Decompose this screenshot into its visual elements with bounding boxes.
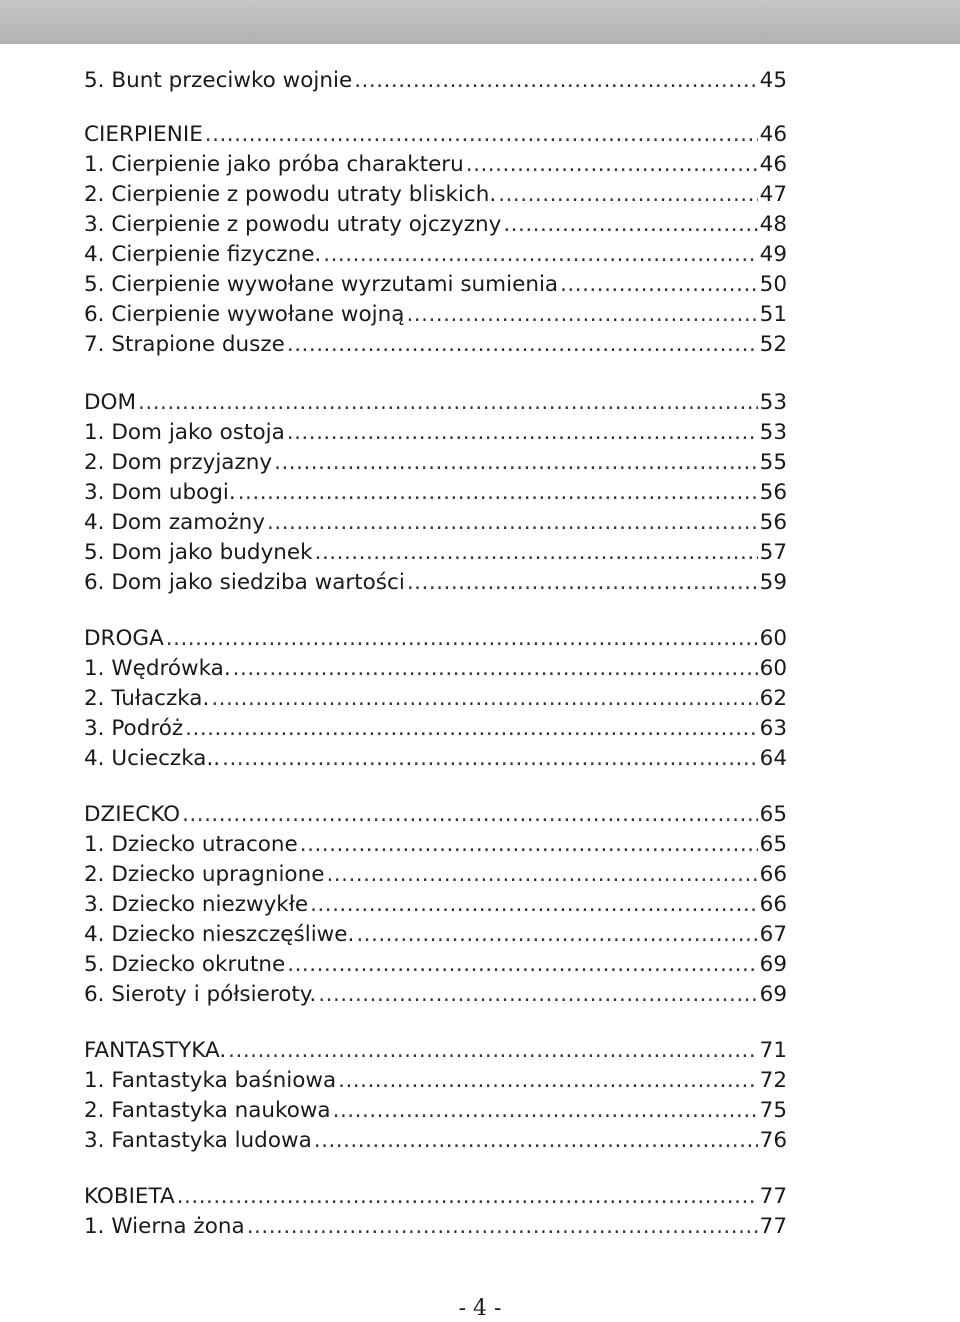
toc-entry	[84, 890, 787, 920]
toc-heading-page: 71	[759, 1038, 787, 1063]
toc-heading-title: DROGA	[84, 626, 164, 651]
dot-leader	[560, 270, 758, 300]
toc-entry	[84, 210, 787, 240]
toc-entry	[84, 240, 787, 270]
toc-entry-title: 1. Fantastyka baśniowa	[84, 1068, 337, 1093]
toc-entry	[84, 150, 787, 180]
toc-entry-title: 5. Bunt przeciwko wojnie	[84, 68, 353, 93]
toc-entry	[84, 744, 787, 774]
toc-heading-page: 60	[759, 626, 787, 651]
dot-leader	[503, 210, 757, 240]
toc-heading-page: 46	[759, 122, 787, 147]
toc-entry-title: 6. Dom jako siedziba wartości	[84, 570, 405, 595]
toc-entry-title: 3. Podróż	[84, 716, 184, 741]
dot-leader	[177, 1182, 758, 1212]
dot-leader	[323, 240, 757, 270]
toc-heading-title: KOBIETA	[84, 1184, 175, 1209]
toc-heading-page: 65	[759, 802, 787, 827]
dot-leader	[333, 1096, 758, 1126]
toc-entry	[84, 654, 787, 684]
toc-entry-title: 1. Dom jako ostoja	[84, 420, 285, 445]
toc-entry-page: 62	[759, 686, 787, 711]
dot-leader	[185, 714, 757, 744]
dot-leader	[287, 418, 758, 448]
toc-entry-page: 76	[759, 1128, 787, 1153]
toc-section-heading	[84, 388, 787, 418]
dot-leader	[222, 744, 758, 774]
toc-entry	[84, 1066, 787, 1096]
toc-entry-title: 4. Dziecko nieszczęśliwe.	[84, 922, 355, 947]
toc-entry-page: 52	[759, 332, 787, 357]
toc-entry-title: 7. Strapione dusze	[84, 332, 285, 357]
toc-entry-page: 60	[759, 656, 787, 681]
toc-entry-title: 2. Tułaczka.	[84, 686, 210, 711]
dot-leader	[238, 478, 758, 508]
toc-entry	[84, 568, 787, 598]
toc-entry-title: 2. Dziecko upragnione	[84, 862, 325, 887]
dot-leader	[310, 890, 758, 920]
toc-section-heading	[84, 624, 787, 654]
toc-entry	[84, 980, 787, 1010]
dot-leader	[354, 66, 757, 96]
toc-heading-title: CIERPIENIE	[84, 122, 203, 147]
toc-heading-title: FANTASTYKA.	[84, 1038, 227, 1063]
toc-heading-title: DOM	[84, 390, 137, 415]
toc-entry-page: 64	[759, 746, 787, 771]
dot-leader	[287, 330, 758, 360]
toc-entry-title: 2. Dom przyjazny	[84, 450, 273, 475]
page-number: - 4 -	[458, 1296, 502, 1321]
toc-entry-page: 77	[759, 1214, 787, 1239]
toc-entry-page: 75	[759, 1098, 787, 1123]
toc-entry-title: 5. Dom jako budynek	[84, 540, 313, 565]
toc-heading-title: DZIECKO	[84, 802, 181, 827]
toc-entry-title: 2. Fantastyka naukowa	[84, 1098, 331, 1123]
dot-leader	[228, 1036, 757, 1066]
toc-entry	[84, 300, 787, 330]
toc-entry	[84, 1126, 787, 1156]
toc-entry-page: 46	[759, 152, 787, 177]
toc-entry-title: 1. Dziecko utracone	[84, 832, 298, 857]
toc-entry	[84, 180, 787, 210]
toc-entry-title: 3. Cierpienie z powodu utraty ojczyzny	[84, 212, 502, 237]
toc-heading-page: 53	[759, 390, 787, 415]
toc-entry-page: 51	[759, 302, 787, 327]
toc-entry	[84, 330, 787, 360]
toc-entry	[84, 920, 787, 950]
toc-entry-page: 50	[759, 272, 787, 297]
toc-entry-page: 67	[759, 922, 787, 947]
toc-entry-page: 45	[759, 68, 787, 93]
dot-leader	[407, 568, 758, 598]
dot-leader	[274, 448, 758, 478]
dot-leader	[318, 980, 757, 1010]
dot-leader	[326, 860, 757, 890]
dot-leader	[356, 920, 757, 950]
toc-entry	[84, 448, 787, 478]
toc-entry-page: 65	[759, 832, 787, 857]
toc-entry-title: 2. Cierpienie z powodu utraty bliskich.	[84, 182, 497, 207]
toc-entry-title: 4. Dom zamożny	[84, 510, 266, 535]
dot-leader	[182, 800, 758, 830]
toc-entry-title: 1. Cierpienie jako próba charakteru	[84, 152, 464, 177]
toc-entry	[84, 478, 787, 508]
dot-leader	[338, 1066, 758, 1096]
toc-entry-title: 6. Cierpienie wywołane wojną	[84, 302, 405, 327]
toc-entry-page: 66	[759, 862, 787, 887]
toc-section-heading	[84, 1182, 787, 1212]
dot-leader	[287, 950, 757, 980]
toc-entry-page: 49	[759, 242, 787, 267]
dot-leader	[314, 1126, 758, 1156]
dot-leader	[247, 1212, 758, 1242]
toc-entry	[84, 684, 787, 714]
toc-entry	[84, 830, 787, 860]
dot-leader	[205, 120, 758, 150]
toc-entry	[84, 418, 787, 448]
toc-entry-title: 5. Cierpienie wywołane wyrzutami sumienia	[84, 272, 559, 297]
toc-entry-title: 1. Wędrówka.	[84, 656, 231, 681]
toc-entry	[84, 538, 787, 568]
dot-leader	[406, 300, 757, 330]
toc-entry-title: 3. Fantastyka ludowa	[84, 1128, 312, 1153]
dot-leader	[498, 180, 757, 210]
toc-entry-title: 3. Dom ubogi.	[84, 480, 236, 505]
toc-section-heading	[84, 1036, 787, 1066]
toc-entry-page: 53	[759, 420, 787, 445]
toc-entry	[84, 1096, 787, 1126]
toc-entry-page: 48	[759, 212, 787, 237]
toc-entry	[84, 270, 787, 300]
toc-entry-title: 4. Cierpienie fizyczne.	[84, 242, 322, 267]
toc-entry-page: 56	[759, 480, 787, 505]
toc-entry-page: 57	[759, 540, 787, 565]
dot-leader	[267, 508, 758, 538]
toc-entry	[84, 860, 787, 890]
toc-entry-page: 69	[759, 952, 787, 977]
toc-section-heading	[84, 120, 787, 150]
toc-entry-page: 56	[759, 510, 787, 535]
toc-entry	[84, 950, 787, 980]
toc-entry	[84, 714, 787, 744]
toc-entry-title: 1. Wierna żona	[84, 1214, 245, 1239]
toc-entry-title: 5. Dziecko okrutne	[84, 952, 286, 977]
toc-entry-page: 66	[759, 892, 787, 917]
dot-leader	[315, 538, 758, 568]
toc-entry-title: 6. Sieroty i półsieroty.	[84, 982, 317, 1007]
toc-entry-title: 3. Dziecko niezwykłe	[84, 892, 309, 917]
dot-leader	[138, 388, 758, 418]
top-header-bar	[0, 0, 960, 44]
dot-leader	[166, 624, 758, 654]
toc-heading-page: 77	[759, 1184, 787, 1209]
toc-entry-page: 63	[759, 716, 787, 741]
toc-entry	[84, 508, 787, 538]
toc-entry-page: 59	[759, 570, 787, 595]
dot-leader	[233, 654, 758, 684]
dot-leader	[466, 150, 758, 180]
dot-leader	[211, 684, 757, 714]
dot-leader	[300, 830, 758, 860]
toc-entry-page: 72	[759, 1068, 787, 1093]
toc-entry-page: 55	[759, 450, 787, 475]
toc-entry-title: 4. Ucieczka..	[84, 746, 221, 771]
toc-entry-page: 47	[759, 182, 787, 207]
toc-entry	[84, 1212, 787, 1242]
toc-entry	[84, 66, 787, 96]
toc-entry-page: 69	[759, 982, 787, 1007]
toc-section-heading	[84, 800, 787, 830]
